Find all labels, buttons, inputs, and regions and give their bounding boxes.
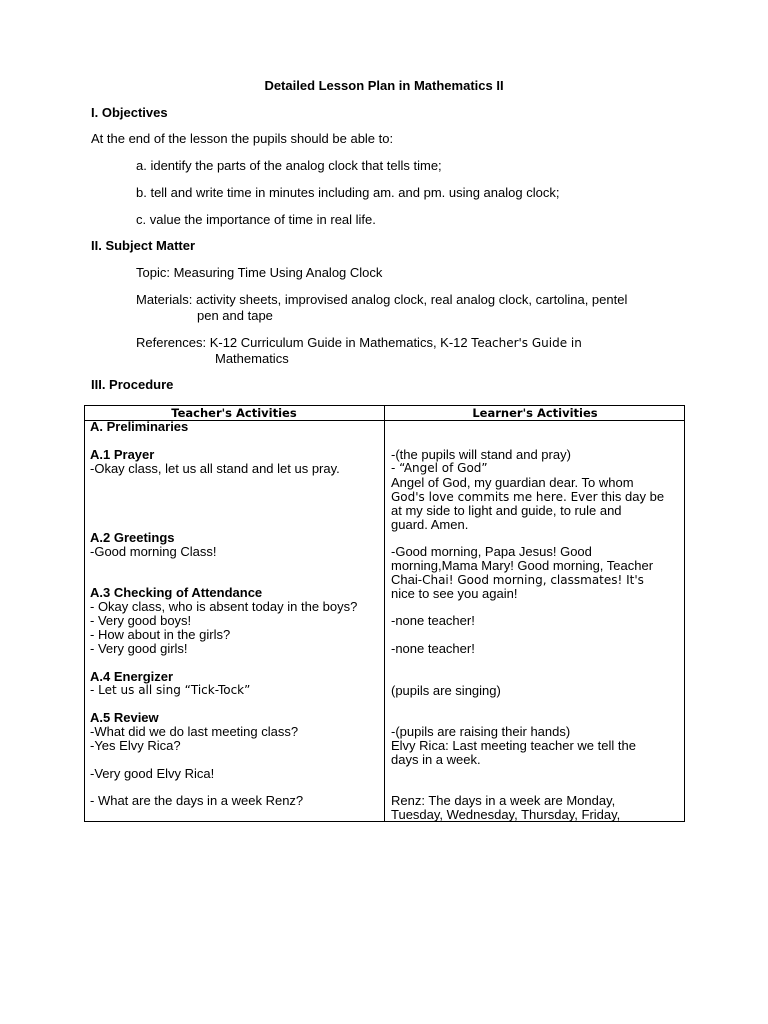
learner-greeting-line-1: -Good morning, Papa Jesus! Good xyxy=(391,544,592,559)
learner-column-header: Learner's Activities xyxy=(472,406,598,420)
teacher-attendance-line-4: - Very good girls! xyxy=(90,641,188,656)
review-heading: A.5 Review xyxy=(90,710,159,725)
teacher-prayer-line: -Okay class, let us all stand and let us pray. xyxy=(90,461,340,476)
learner-greeting-line-2: morning,Mama Mary! Good morning, Teacher xyxy=(391,558,654,573)
teacher-greeting-line: -Good morning Class! xyxy=(90,544,217,559)
table-column-divider xyxy=(384,405,385,822)
teacher-review-line-3: -Very good Elvy Rica! xyxy=(90,766,215,781)
learner-attendance-line-2: -none teacher! xyxy=(391,641,475,656)
prayer-heading: A.1 Prayer xyxy=(90,447,155,462)
document-title: Detailed Lesson Plan in Mathematics II xyxy=(264,78,504,93)
learner-prayer-line-1: -(the pupils will stand and pray) xyxy=(391,447,571,462)
objective-c: c. value the importance of time in real life. xyxy=(136,212,376,227)
subject-matter-heading: II. Subject Matter xyxy=(91,238,196,253)
teacher-attendance-line-1: - Okay class, who is absent today in the boys? xyxy=(90,599,358,614)
objectives-heading: I. Objectives xyxy=(91,105,168,120)
greeting-text-a: Chai- xyxy=(391,572,423,587)
references-line-1 xyxy=(136,335,582,351)
learner-prayer-line-5: at my side to light and guide, to rule and xyxy=(391,503,622,518)
teacher-review-line-1: -What did we do last meeting class? xyxy=(90,724,299,739)
objectives-intro: At the end of the lesson the pupils should be able to: xyxy=(91,131,394,146)
procedure-heading: III. Procedure xyxy=(91,377,174,392)
prayer-text-b: this day be xyxy=(597,489,665,504)
greetings-heading: A.2 Greetings xyxy=(90,530,175,545)
learner-review-line-5: Tuesday, Wednesday, Thursday, Friday, xyxy=(391,807,621,822)
objective-a: a. identify the parts of the analog clock that tells time; xyxy=(136,158,442,173)
energizer-heading: A.4 Energizer xyxy=(90,669,174,684)
teacher-attendance-line-2: - Very good boys! xyxy=(90,613,192,628)
learner-singing-line: (pupils are singing) xyxy=(391,683,501,698)
learner-review-line-1: -(pupils are raising their hands) xyxy=(391,724,571,739)
teacher-energizer-line: - Let us all sing “Tick-Tock” xyxy=(90,683,251,697)
teacher-column-header: Teacher's Activities xyxy=(171,406,297,420)
greeting-text-b: Chai! Good morning, classmates! It's xyxy=(422,573,644,587)
learner-prayer-line-2: - “Angel of God” xyxy=(391,461,488,475)
references-text-b: cher's Guide in xyxy=(491,336,582,350)
learner-review-line-3: days in a week. xyxy=(391,752,481,767)
learner-prayer-line-3: Angel of God, my guardian dear. To whom xyxy=(391,475,634,490)
attendance-heading: A.3 Checking of Attendance xyxy=(90,585,263,600)
learner-review-line-4: Renz: The days in a week are Monday, xyxy=(391,793,616,808)
materials-line-2: pen and tape xyxy=(197,308,273,323)
teacher-review-line-2: -Yes Elvy Rica? xyxy=(90,738,181,753)
learner-review-line-2: Elvy Rica: Last meeting teacher we tell the xyxy=(391,738,636,753)
references-line-2: Mathematics xyxy=(215,351,289,366)
learner-attendance-line-1: -none teacher! xyxy=(391,613,475,628)
teacher-review-line-4: - What are the days in a week Renz? xyxy=(90,793,304,808)
preliminaries-heading: A. Preliminaries xyxy=(90,419,189,434)
materials-line-1: Materials: activity sheets, improvised analog clock, real analog clock, cartolina, pentel xyxy=(136,292,628,307)
objective-b: b. tell and write time in minutes including am. and pm. using analog clock; xyxy=(136,185,560,200)
references-text-a: References: K-12 Curriculum Guide in Mathematics, K-12 Tea xyxy=(136,335,492,350)
learner-greeting-line-4: nice to see you again! xyxy=(391,586,518,601)
learner-prayer-line-6: guard. Amen. xyxy=(391,517,469,532)
teacher-attendance-line-3: - How about in the girls? xyxy=(90,627,231,642)
prayer-text-a: God's love commits me here. Ever xyxy=(391,490,598,504)
topic: Topic: Measuring Time Using Analog Clock xyxy=(136,265,383,280)
